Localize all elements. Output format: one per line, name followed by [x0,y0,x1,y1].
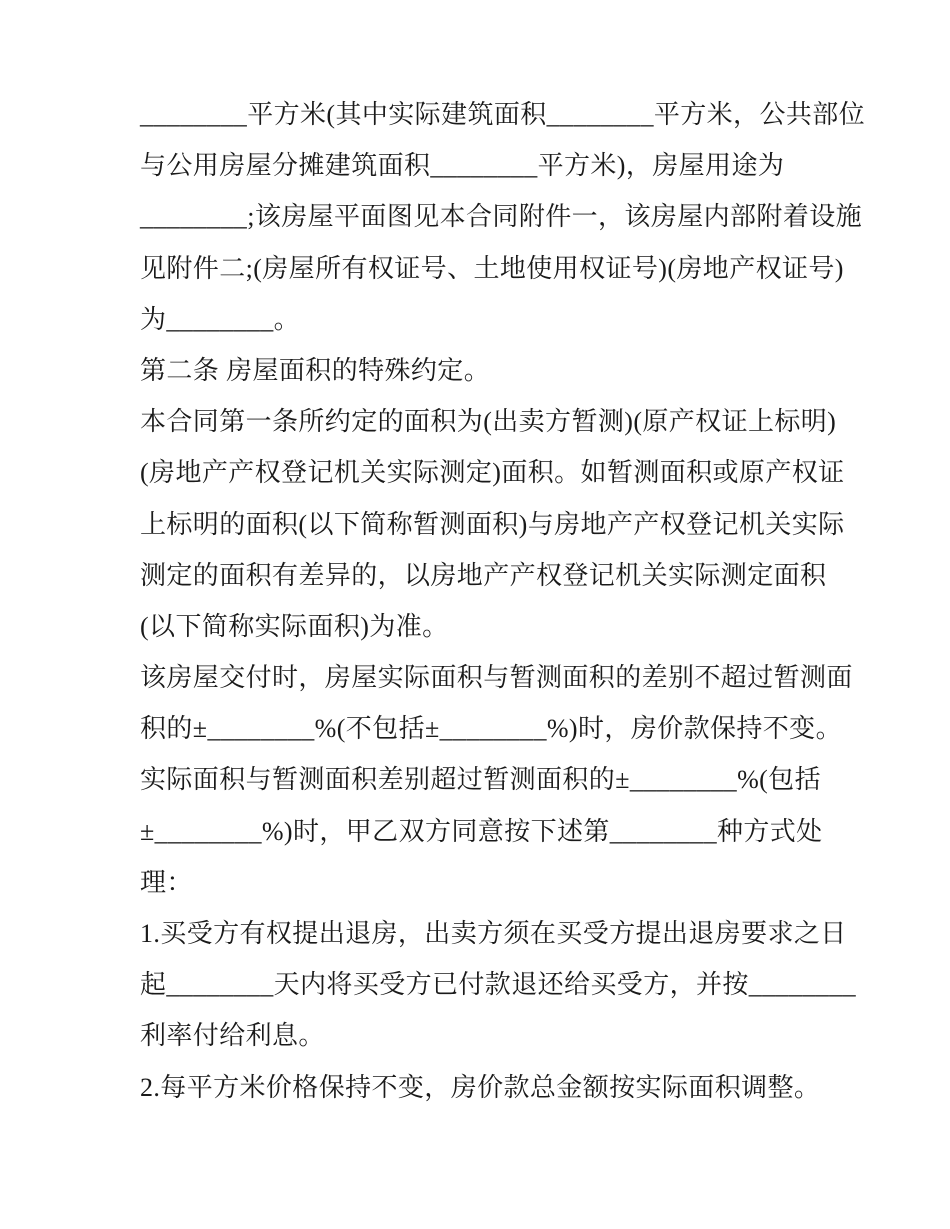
text-line-12: 该房屋交付时，房屋实际面积与暂测面积的差别不超过暂测面 [140,663,853,693]
text-line-19: 利率付给利息。 [140,1021,325,1051]
text-line-3: ________;该房屋平面图见本合同附件一，该房屋内部附着设施 [140,202,863,232]
section-heading-line: 第二条 房屋面积的特殊约定。 [140,355,491,385]
text-line-16: 理： [140,867,193,897]
text-line-2: 与公用房屋分摊建筑面积________平方米)，房屋用途为 [140,151,785,181]
text-line-14: 实际面积与暂测面积差别超过暂测面积的±________%(包括 [140,765,821,795]
text-line-10: 测定的面积有差异的，以房地产产权登记机关实际测定面积 [140,560,827,590]
list-item-1-line: 1.买受方有权提出退房，出卖方须在买受方提出退房要求之日 [140,919,847,948]
text-line-4: 见附件二;(房屋所有权证号、土地使用权证号)(房地产权证号) [140,253,844,283]
text-line-8: (房地产产权登记机关实际测定)面积。如暂测面积或原产权证 [140,458,845,488]
text-line-18: 起________天内将买受方已付款退还给买受方，并按________ [140,970,857,1000]
text-line-15: ±________%)时，甲乙双方同意按下述第________种方式处 [140,816,823,846]
list-item-2-line: 2.每平方米价格保持不变，房价款总金额按实际面积调整。 [140,1072,821,1102]
document-text-block [140,89,866,1113]
text-line-13: 积的±________%(不包括±________%)时，房价款保持不变。 [140,714,842,744]
text-line-9: 上标明的面积(以下简称暂测面积)与房地产产权登记机关实际 [140,509,845,539]
text-line-5: 为________。 [140,304,300,334]
text-line-1: ________平方米(其中实际建筑面积________平方米，公共部位 [140,100,866,129]
text-line-7: 本合同第一条所约定的面积为(出卖方暂测)(原产权证上标明) [140,407,837,437]
text-line-11: (以下简称实际面积)为准。 [140,611,449,641]
